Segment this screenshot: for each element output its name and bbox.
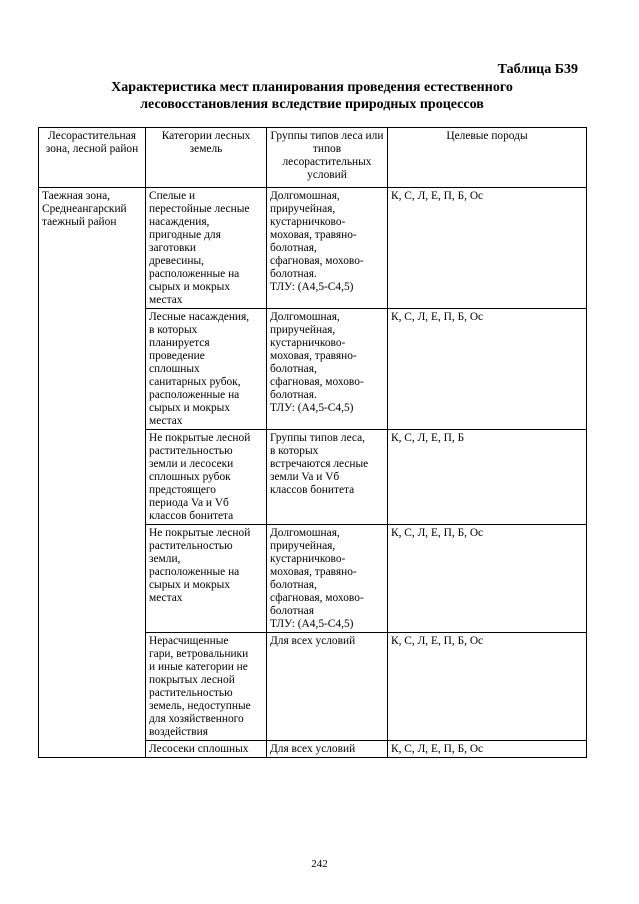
target-species-cell: К, С, Л, Е, П, Б, Ос [388,741,587,758]
cell-line: Не покрытые лесной [149,432,251,444]
cell-line: болотная [270,605,314,617]
cell-line: перестойные лесные [149,203,250,215]
cell-line: Долгомошная, [270,527,340,539]
header-forest-type-group: Группы типов леса или типов лесорастительных условий [267,128,388,188]
cell-line: классов бонитета [149,510,234,522]
cell-line: Не покрытые лесной [149,527,251,539]
cell-line: пригодные для [149,229,221,241]
cell-line: земли Va и Vб [270,471,340,483]
cell-line: местах [149,592,183,604]
cell-line: растительностью [149,445,233,457]
characteristics-table [38,127,587,758]
table-label: Таблица Б39 [497,62,578,77]
cell-line: болотная. [270,268,317,280]
cell-line: земель, недоступные [149,700,251,712]
table-title [38,80,586,113]
cell-line: Лесосеки сплошных [149,743,249,755]
cell-line: Для всех условий [270,743,356,755]
cell-line: болотная, [270,579,317,591]
cell-line: классов бонитета [270,484,355,496]
cell-line: расположенные на [149,566,240,578]
cell-line: Нерасчищенные [149,635,229,647]
cell-line: болотная. [270,389,317,401]
forest-type-group-cell [267,525,388,633]
cell-line: воздействия [149,726,208,738]
target-species-cell: К, С, Л, Е, П, Б [388,430,587,525]
cell-line: сырых и мокрых [149,402,231,414]
forest-type-group-cell [267,633,388,741]
cell-line: ТЛУ: (А4,5-С4,5) [270,618,354,630]
cell-line: местах [149,415,183,427]
cell-line: сфагновая, мохово- [270,255,364,267]
header-zone: Лесорастительная зона, лесной район [39,128,146,188]
cell-line: сплошных рубок [149,471,231,483]
cell-line: кустарничково- [270,216,346,228]
cell-line: Долгомошная, [270,190,340,202]
cell-line: болотная, [270,242,317,254]
cell-line: кустарничково- [270,337,346,349]
target-species-cell: К, С, Л, Е, П, Б, Ос [388,525,587,633]
cell-line: моховая, травяно- [270,229,357,241]
header-row [39,128,587,188]
cell-line: Лесные насаждения, [149,311,250,323]
forest-type-group-cell [267,741,388,758]
cell-line: ТЛУ: (А4,5-С4,5) [270,281,354,293]
forest-type-group-cell [267,430,388,525]
target-species-cell: К, С, Л, Е, П, Б, Ос [388,188,587,309]
title-line-2: лесовосстановления вследствие природных процессов [140,96,484,112]
cell-line: гари, ветровальники [149,648,249,660]
cell-line: сырых и мокрых [149,579,231,591]
cell-line: сфагновая, мохово- [270,592,364,604]
cell-line: сырых и мокрых [149,281,231,293]
table-row [39,188,587,309]
cell-line: Для всех условий [270,635,356,647]
forest-type-group-cell [267,309,388,430]
cell-line: заготовки [149,242,197,254]
header-target-species: Целевые породы [388,128,587,188]
cell-line: кустарничково- [270,553,346,565]
cell-line: древесины, [149,255,204,267]
cell-line: насаждения, [149,216,210,228]
category-cell [146,309,267,430]
cell-line: Таежная зона, [42,190,111,202]
cell-line: покрытых лесной [149,674,235,686]
cell-line: Долгомошная, [270,311,340,323]
cell-line: растительностью [149,687,233,699]
cell-line: моховая, травяно- [270,566,357,578]
cell-line: расположенные на [149,268,240,280]
cell-line: земли и лесосеки [149,458,234,470]
cell-line: приручейная, [270,203,336,215]
category-cell [146,525,267,633]
category-cell [146,188,267,309]
cell-line: таежный район [42,216,117,228]
cell-line: и иные категории не [149,661,248,673]
category-cell [146,633,267,741]
cell-line: приручейная, [270,540,336,552]
cell-line: планируется [149,337,210,349]
cell-line: предстоящего [149,484,217,496]
title-line-1: Характеристика мест планирования проведения естественного [111,80,513,95]
cell-line: Спелые и [149,190,196,202]
cell-line: санитарных рубок, [149,376,241,388]
cell-line: ТЛУ: (А4,5-С4,5) [270,402,354,414]
zone-cell [39,188,146,758]
cell-line: сплошных [149,363,200,375]
cell-line: для хозяйственного [149,713,244,725]
category-cell [146,430,267,525]
cell-line: расположенные на [149,389,240,401]
page-number: 242 [311,858,328,870]
cell-line: земли, [149,553,181,565]
cell-line: болотная, [270,363,317,375]
cell-line: в которых [270,445,319,457]
cell-line: сфагновая, мохово- [270,376,364,388]
target-species-cell: К, С, Л, Е, П, Б, Ос [388,633,587,741]
cell-line: приручейная, [270,324,336,336]
cell-line: Группы типов леса, [270,432,366,444]
forest-type-group-cell [267,188,388,309]
cell-line: местах [149,294,183,306]
cell-line: проведение [149,350,205,362]
cell-line: растительностью [149,540,233,552]
cell-line: в которых [149,324,198,336]
cell-line: встречаются лесные [270,458,369,470]
cell-line: Среднеангарский [42,203,127,215]
cell-line: периода Va и Vб [149,497,229,509]
category-cell [146,741,267,758]
header-category: Категории лесных земель [146,128,267,188]
cell-line: моховая, травяно- [270,350,357,362]
target-species-cell: К, С, Л, Е, П, Б, Ос [388,309,587,430]
